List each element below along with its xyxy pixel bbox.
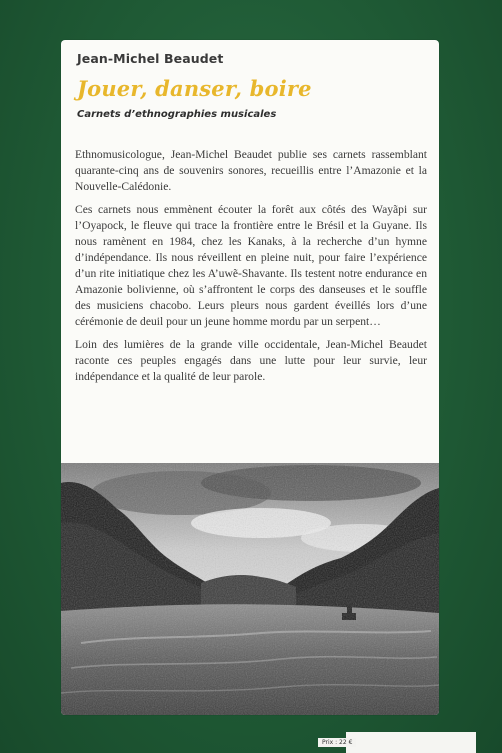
blurb-paragraph: Ethnomusicologue, Jean-Michel Beaudet publie ses carnets rassemblant quarante-cinq ans de souvenirs sonores, recueillis entre l’Amazonie et la Nouvelle-Calédonie. <box>75 148 427 193</box>
book-title: Jouer, danser, boire <box>77 76 312 101</box>
barcode-area <box>346 732 476 753</box>
blurb <box>75 147 427 392</box>
price-label: Prix : 22 € <box>318 738 356 747</box>
text-panel <box>61 40 439 715</box>
blurb-paragraph: Ces carnets nous emmènent écouter la forêt aux côtés des Wayãpi sur l’Oyapock, le fleuve qui trace la frontière entre le Brésil et la Guyane. Ils nous ramènent en 1984, chez les Kanaks, à la recherche d’un hymne d’indépendance. Ils nous réveillent en pleine nuit, pour faire l’expérience d’un rite initiatique chez les A’uwẽ-Shavante. Ils testent notre endurance en Amazonie bolivienne, où s’affrontent le corps des danseuses et le souffle des musiciens chacobo. Leurs pleurs nous gardent éveillés lors d’une cérémonie de deuil pour un jeune homme mordu par un serpent… <box>75 203 427 328</box>
author-name: Jean-Michel Beaudet <box>77 51 224 66</box>
blurb-paragraph: Loin des lumières de la grande ville occidentale, Jean-Michel Beaudet raconte ces peuples engagés dans une lutte pour leur survie, leur indépendance et la qualité de leur parole. <box>75 338 427 383</box>
book-subtitle: Carnets d’ethnographies musicales <box>77 109 277 120</box>
river-forest-photo <box>61 463 439 715</box>
